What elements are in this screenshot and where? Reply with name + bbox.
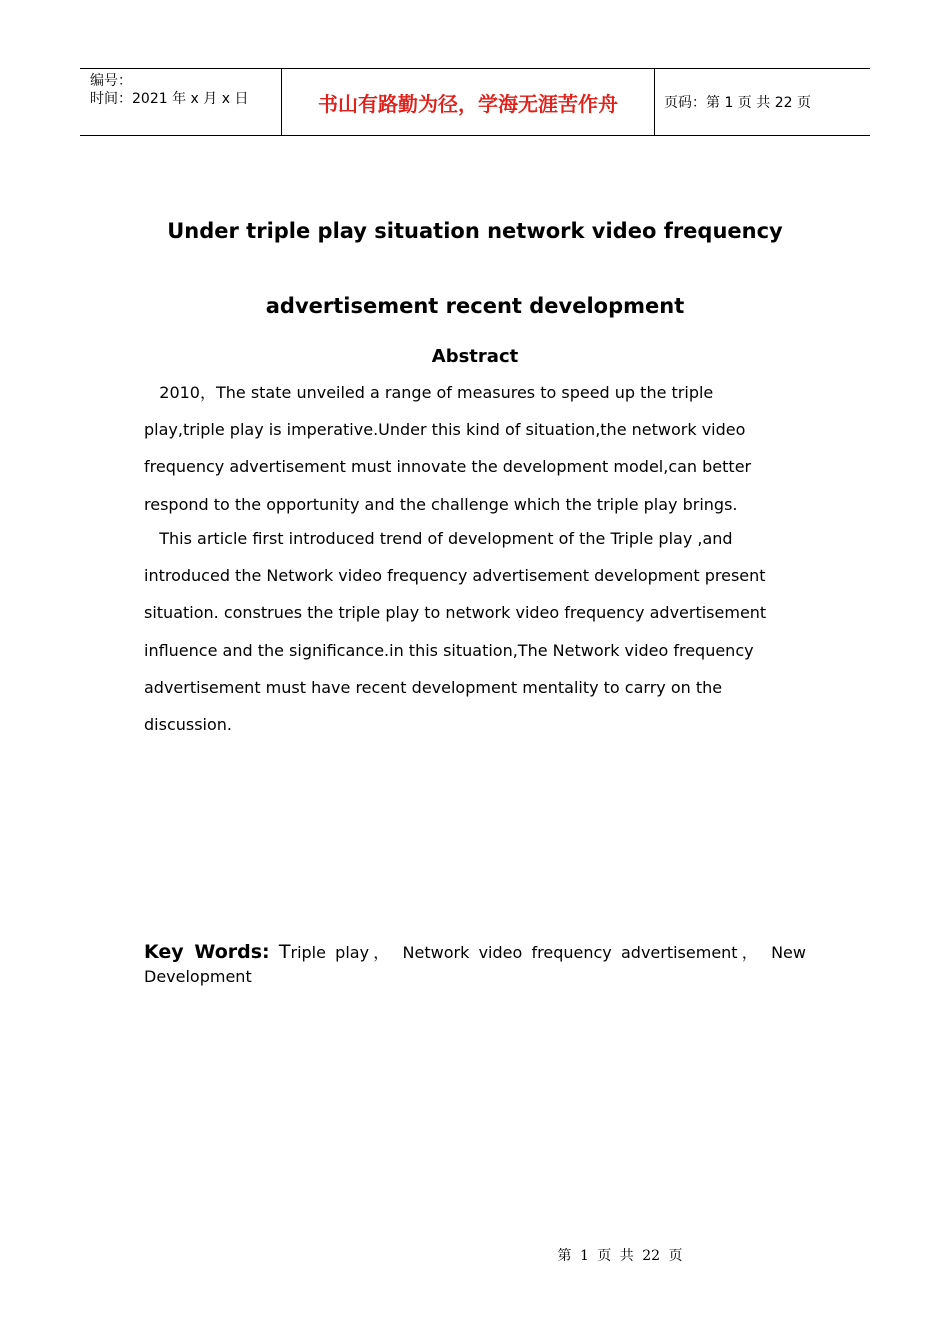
header-motto-cell <box>281 69 655 135</box>
paragraph-line: frequency advertisement must innovate the development model,can better <box>144 457 752 477</box>
document-date: 时间：2021 年 x 月 x 日 <box>90 91 249 107</box>
abstract-paragraph-1 <box>144 374 834 523</box>
paragraph-line: introduced the Network video frequency advertisement development present <box>144 566 766 586</box>
keywords-first-letter: T <box>278 941 291 963</box>
paragraph-line: influence and the significance.in this situation,The Network video frequency <box>144 640 754 660</box>
page-header <box>80 68 870 136</box>
header-motto: 书山有路勤为径，学海无涯苦作舟 <box>318 92 618 116</box>
header-page-number: 页码：第 1 页 共 22 页 <box>664 95 811 111</box>
paragraph-line: discussion. <box>144 715 233 735</box>
paragraph-line: 2010，The state unveiled a range of measures to speed up the triple <box>144 383 714 402</box>
abstract-paragraph-2 <box>144 520 834 743</box>
paragraph-line: situation. construes the triple play to network video frequency advertisement <box>144 603 767 623</box>
keywords-text: riple play， Network video frequency advertisement， New Development <box>144 943 806 986</box>
paragraph-line: respond to the opportunity and the challenge which the triple play brings. <box>144 494 738 514</box>
keywords-label: Key Words: <box>144 941 270 963</box>
paragraph-line: play,triple play is imperative.Under this kind of situation,the network video <box>144 420 746 440</box>
paragraph-line: advertisement must have recent development mentality to carry on the <box>144 677 723 697</box>
abstract-heading: Abstract <box>431 346 519 367</box>
keywords-section <box>144 940 806 989</box>
document-title-line-2: advertisement recent development <box>265 294 685 318</box>
footer-page-number: 第 1 页 共 22 页 <box>557 1248 683 1264</box>
document-number-label: 编号： <box>90 73 132 89</box>
header-meta-cell <box>80 69 281 135</box>
document-title-line-1: Under triple play situation network video frequency <box>167 219 783 243</box>
header-page-cell <box>655 69 870 135</box>
page-footer <box>0 1246 950 1266</box>
paragraph-line: This article first introduced trend of development of the Triple play ,and <box>144 529 733 548</box>
